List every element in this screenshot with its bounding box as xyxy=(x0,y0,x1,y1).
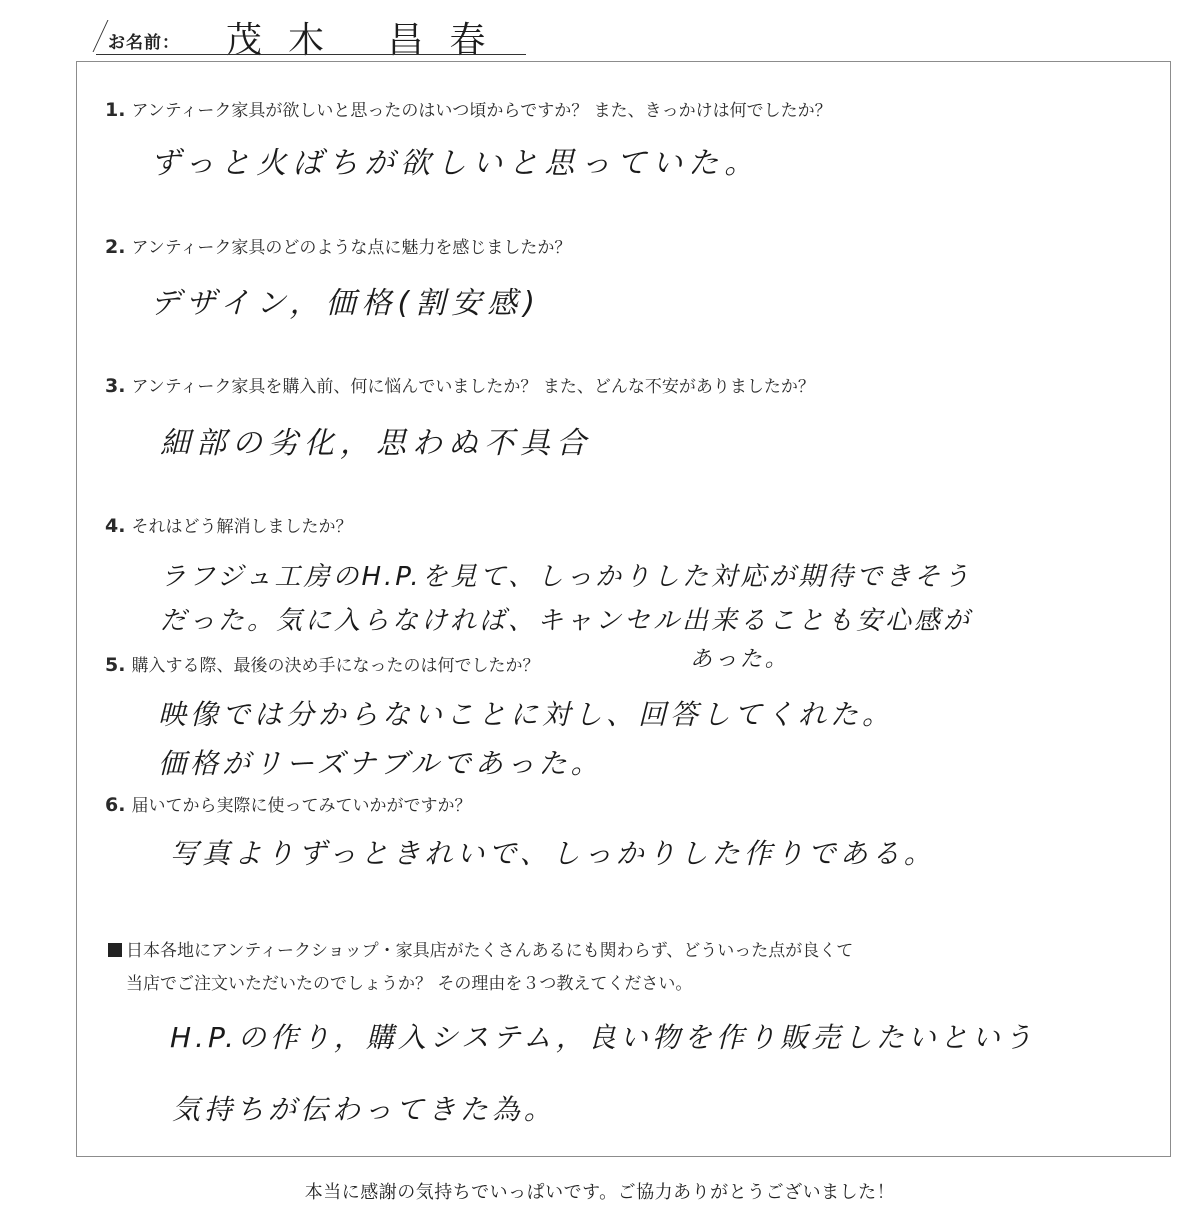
question-6-number: 6. xyxy=(105,794,126,816)
answer-5-line-1: 映像では分からないことに対し、回答してくれた。 xyxy=(158,698,895,731)
answer-2-line-1: デザイン，価格(割安感) xyxy=(150,286,541,321)
name-underline xyxy=(96,54,526,55)
question-5-text: 購入する際、最後の決め手になったのは何でしたか？ xyxy=(131,656,540,676)
answer-4-line-3: あった。 xyxy=(690,647,790,672)
reasons-answer-line-1: H.P.の作り，購入システム，良い物を作り販売したいという xyxy=(170,1021,1036,1054)
question-3-text: アンティーク家具を購入前、何に悩んでいましたか？ また、どんな不安がありましたか？ xyxy=(131,377,815,397)
answer-3-line-1: 細部の劣化，思わぬ不具合 xyxy=(160,426,592,461)
question-2 xyxy=(105,233,571,258)
answer-6-line-1: 写真よりずっときれいで、しっかりした作りである。 xyxy=(170,837,936,870)
question-5 xyxy=(105,651,539,676)
question-3-number: 3. xyxy=(105,375,126,397)
reasons-question-line-2: 当店でご注文いただいたのでしょうか？ その理由を３つ教えてください。 xyxy=(126,974,693,994)
question-1-text: アンティーク家具が欲しいと思ったのはいつ頃からですか？ また、きっかけは何でしたか？ xyxy=(131,101,832,121)
reasons-question-line-1: 日本各地にアンティークショップ・家具店がたくさんあるにも関わらず、どういった点が良くて xyxy=(108,935,853,968)
question-4 xyxy=(105,512,352,537)
name-row xyxy=(96,8,536,61)
footer-thanks: 本当に感謝の気持ちでいっぱいです。ご協力ありがとうございました！ xyxy=(304,1182,896,1203)
answer-1-line-1: ずっと火ばちが欲しいと思っていた。 xyxy=(150,146,761,181)
answer-4-line-1: ラフジュ工房のH.P.を見て、しっかりした対応が期待できそう xyxy=(160,562,973,592)
square-bullet-icon xyxy=(108,943,122,957)
question-1-number: 1. xyxy=(105,99,126,121)
question-3 xyxy=(105,372,815,397)
answer-5-line-2: 価格がリーズナブルであった。 xyxy=(158,747,603,780)
reasons-answer-line-2: 気持ちが伝わってきた為。 xyxy=(172,1093,556,1126)
name-label: お名前： xyxy=(108,33,180,53)
question-6 xyxy=(105,791,471,816)
question-5-number: 5. xyxy=(105,654,126,676)
reasons-question xyxy=(108,935,853,1001)
question-6-text: 届いてから実際に使ってみていかがですか？ xyxy=(131,796,472,816)
question-1 xyxy=(105,96,832,121)
name-value: 茂木 昌春 xyxy=(226,20,512,61)
answer-4-line-2: だった。気に入らなければ、キャンセル出来ることも安心感が xyxy=(160,606,973,636)
question-4-text: それはどう解消しましたか？ xyxy=(131,517,353,537)
question-4-number: 4. xyxy=(105,515,126,537)
question-2-text: アンティーク家具のどのような点に魅力を感じましたか？ xyxy=(131,238,572,258)
question-2-number: 2. xyxy=(105,236,126,258)
